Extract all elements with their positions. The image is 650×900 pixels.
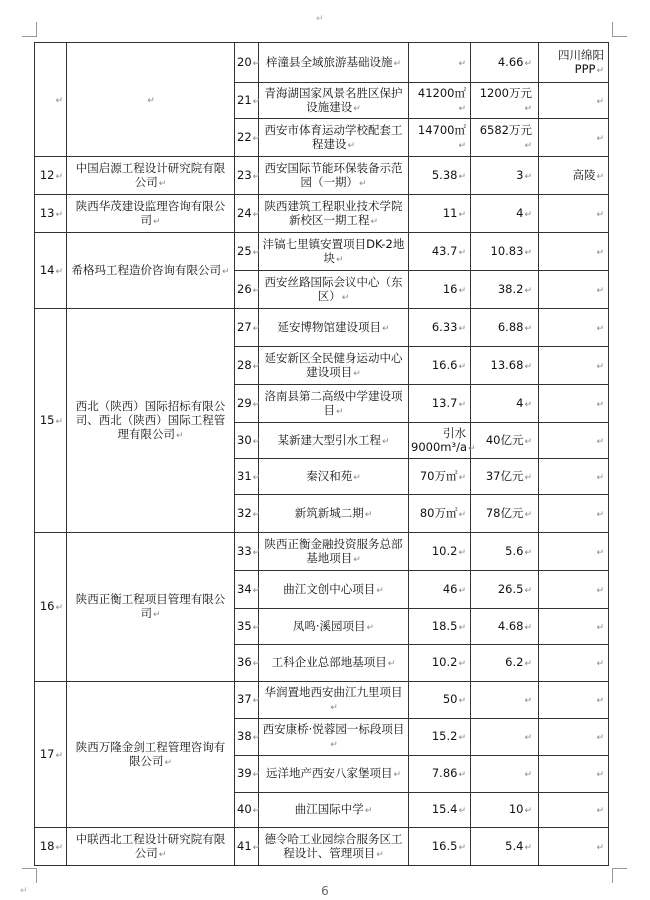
paragraph-mark: ↵ — [596, 209, 604, 220]
paragraph-mark: ↵ — [596, 323, 604, 334]
paragraph-mark: ↵ — [458, 659, 466, 669]
paragraph-mark: ↵ — [152, 216, 161, 227]
note-cell — [539, 719, 609, 756]
organization-cell — [67, 43, 235, 157]
project-name-cell: 沣镐七里镇安置项目DK-2地块↵ — [259, 233, 409, 271]
table-row — [35, 828, 609, 866]
paragraph-mark: ↵ — [252, 585, 261, 596]
project-name-cell: 陕西正衡金融投资服务总部基地项目↵ — [259, 533, 409, 571]
area-cell: 16.6↵ — [409, 347, 471, 385]
note-cell — [539, 609, 609, 645]
project-name-cell: 华润置地西安曲江九里项目↵ — [259, 682, 409, 719]
paragraph-mark: ↵ — [596, 133, 604, 144]
investment-cell: 5.6↵ — [471, 533, 539, 571]
project-number-cell: 24↵ — [235, 195, 259, 233]
paragraph-mark: ↵ — [252, 436, 261, 447]
area-cell: 46↵ — [409, 571, 471, 609]
investment-cell: 4.66↵ — [471, 43, 539, 83]
note-cell — [539, 271, 609, 309]
paragraph-mark: ↵ — [252, 806, 261, 816]
paragraph-mark: ↵ — [596, 806, 604, 816]
area-cell: 13.7↵ — [409, 385, 471, 423]
investment-cell: 6.2↵ — [471, 645, 539, 682]
paragraph-mark: ↵ — [458, 140, 466, 151]
paragraph-mark: ↵ — [524, 770, 532, 780]
project-number-cell: 27↵ — [235, 309, 259, 347]
org-number-cell: 14↵ — [35, 233, 67, 309]
project-number-cell: 31↵ — [235, 459, 259, 495]
paragraph-mark: ↵ — [458, 842, 466, 853]
area-cell: 15.4↵ — [409, 793, 471, 828]
paragraph-mark: ↵ — [458, 547, 466, 558]
area-cell: 10.2↵ — [409, 645, 471, 682]
crop-mark-bottom-right — [612, 868, 627, 883]
note-cell — [539, 828, 609, 866]
investment-cell: 6582万元↵ — [471, 119, 539, 157]
investment-cell — [471, 756, 539, 793]
table-row — [35, 533, 609, 571]
paragraph-mark: ↵ — [55, 842, 63, 853]
paragraph-mark: ↵ — [252, 96, 261, 107]
paragraph-mark: ↵ — [458, 509, 466, 520]
paragraph-mark: ↵ — [524, 323, 532, 334]
paragraph-mark: ↵ — [596, 361, 604, 372]
paragraph-mark: ↵ — [252, 547, 261, 558]
paragraph-mark: ↵ — [458, 285, 466, 296]
paragraph-mark: ↵ — [358, 178, 367, 189]
project-number-cell: 28↵ — [235, 347, 259, 385]
investment-cell: 38.2↵ — [471, 271, 539, 309]
project-number-cell: 20↵ — [235, 43, 259, 83]
paragraph-mark: ↵ — [364, 806, 373, 816]
area-cell: 6.33↵ — [409, 309, 471, 347]
investment-cell: 4↵ — [471, 385, 539, 423]
paragraph-mark: ↵ — [524, 659, 532, 669]
project-name-cell: 洛南县第二高级中学建设项目↵ — [259, 385, 409, 423]
project-number-cell: 33↵ — [235, 533, 259, 571]
paragraph-mark: ↵ — [596, 509, 604, 520]
area-cell: 5.38↵ — [409, 157, 471, 195]
note-cell — [539, 571, 609, 609]
table-row — [35, 195, 609, 233]
paragraph-mark: ↵ — [252, 770, 261, 780]
project-number-cell: 41↵ — [235, 828, 259, 866]
org-number-cell: 12↵ — [35, 157, 67, 195]
page-number: 6 — [321, 884, 329, 898]
project-name-cell: 新筑新城二期↵ — [259, 495, 409, 533]
paragraph-mark: ↵ — [458, 361, 466, 372]
project-name-cell: 德令哈工业园综合服务区工程设计、管理项目↵ — [259, 828, 409, 866]
project-number-cell: 22↵ — [235, 119, 259, 157]
investment-cell: 10.83↵ — [471, 233, 539, 271]
area-cell: 16↵ — [409, 271, 471, 309]
investment-cell: 13.68↵ — [471, 347, 539, 385]
project-number-cell: 38↵ — [235, 719, 259, 756]
paragraph-mark: ↵ — [175, 430, 184, 441]
paragraph-mark: ↵ — [55, 95, 63, 106]
paragraph-mark: ↵ — [252, 696, 261, 706]
paragraph-mark: ↵ — [20, 886, 28, 896]
paragraph-mark: ↵ — [316, 14, 324, 24]
note-cell — [539, 645, 609, 682]
paragraph-mark: ↵ — [596, 399, 604, 410]
paragraph-mark: ↵ — [252, 285, 261, 296]
table-row — [35, 682, 609, 719]
paragraph-mark: ↵ — [55, 416, 63, 427]
paragraph-mark: ↵ — [393, 58, 402, 69]
note-cell — [539, 533, 609, 571]
org-number-cell: 15↵ — [35, 309, 67, 533]
paragraph-mark: ↵ — [252, 733, 261, 743]
project-number-cell: 34↵ — [235, 571, 259, 609]
investment-cell: 40亿元↵ — [471, 423, 539, 459]
project-name-cell: 陕西建筑工程职业技术学院新校区一期工程↵ — [259, 195, 409, 233]
paragraph-mark: ↵ — [458, 472, 466, 483]
paragraph-mark: ↵ — [596, 247, 604, 258]
org-number-cell: 16↵ — [35, 533, 67, 682]
area-cell: 18.5↵ — [409, 609, 471, 645]
paragraph-mark: ↵ — [252, 171, 261, 182]
paragraph-mark: ↵ — [252, 323, 261, 334]
paragraph-mark: ↵ — [341, 292, 350, 303]
note-cell — [539, 756, 609, 793]
paragraph-mark: ↵ — [458, 399, 466, 410]
area-cell: 80万㎡↵ — [409, 495, 471, 533]
paragraph-mark: ↵ — [164, 757, 173, 768]
investment-cell: 3↵ — [471, 157, 539, 195]
project-name-cell: 工科企业总部地基项目↵ — [259, 645, 409, 682]
paragraph-mark: ↵ — [524, 247, 532, 258]
paragraph-mark: ↵ — [596, 842, 604, 853]
paragraph-mark: ↵ — [252, 842, 261, 853]
project-name-cell: 曲江国际中学↵ — [259, 793, 409, 828]
note-cell — [539, 233, 609, 271]
area-cell: 14700㎡↵ — [409, 119, 471, 157]
investment-cell: 4.68↵ — [471, 609, 539, 645]
paragraph-mark: ↵ — [524, 547, 532, 558]
organization-cell: 中国启源工程设计研究院有限公司↵ — [67, 157, 235, 195]
paragraph-mark: ↵ — [381, 323, 390, 334]
project-number-cell: 39↵ — [235, 756, 259, 793]
paragraph-mark: ↵ — [458, 770, 466, 780]
crop-mark-bottom-left — [22, 868, 37, 883]
project-name-cell: 西安丝路国际会议中心（东区）↵ — [259, 271, 409, 309]
paragraph-mark: ↵ — [370, 216, 379, 227]
area-cell: 引水9000m³/a↵ — [409, 423, 471, 459]
paragraph-mark: ↵ — [458, 733, 466, 743]
paragraph-mark: ↵ — [524, 399, 532, 410]
project-number-cell: 21↵ — [235, 83, 259, 119]
project-name-cell: 西安国际节能环保装备示范园（一期）↵ — [259, 157, 409, 195]
paragraph-mark: ↵ — [596, 96, 604, 107]
investment-cell: 10↵ — [471, 793, 539, 828]
org-number-cell — [35, 43, 67, 157]
paragraph-mark: ↵ — [596, 285, 604, 296]
paragraph-mark: ↵ — [524, 696, 532, 706]
project-number-cell: 40↵ — [235, 793, 259, 828]
paragraph-mark: ↵ — [55, 171, 63, 182]
project-number-cell: 37↵ — [235, 682, 259, 719]
paragraph-mark: ↵ — [524, 58, 532, 69]
paragraph-mark: ↵ — [524, 472, 532, 483]
crop-mark-top-left — [22, 22, 37, 37]
paragraph-mark: ↵ — [596, 472, 604, 483]
project-name-cell: 延安新区全民健身运动中心建设项目↵ — [259, 347, 409, 385]
paragraph-mark: ↵ — [158, 849, 167, 860]
paragraph-mark: ↵ — [524, 842, 532, 853]
organization-cell: 陕西万隆金剑工程管理咨询有限公司↵ — [67, 682, 235, 828]
paragraph-mark: ↵ — [364, 509, 373, 520]
paragraph-mark: ↵ — [596, 171, 604, 182]
project-name-cell: 秦汉和苑↵ — [259, 459, 409, 495]
note-cell — [539, 793, 609, 828]
note-cell — [539, 119, 609, 157]
note-cell: 高陵↵ — [539, 157, 609, 195]
area-cell: 16.5↵ — [409, 828, 471, 866]
paragraph-mark: ↵ — [147, 95, 155, 106]
paragraph-mark: ↵ — [458, 323, 466, 334]
project-table — [34, 42, 609, 866]
paragraph-mark: ↵ — [335, 254, 344, 265]
paragraph-mark: ↵ — [252, 399, 261, 410]
paragraph-mark: ↵ — [596, 696, 604, 706]
note-cell — [539, 423, 609, 459]
paragraph-mark: ↵ — [596, 585, 604, 596]
project-name-cell: 西安康桥·悦蓉园一标段项目↵ — [259, 719, 409, 756]
paragraph-mark: ↵ — [596, 770, 604, 780]
paragraph-mark: ↵ — [376, 849, 384, 860]
paragraph-mark: ↵ — [381, 436, 390, 447]
area-cell: 50↵ — [409, 682, 471, 719]
table-row — [35, 43, 609, 83]
project-number-cell: 36↵ — [235, 645, 259, 682]
project-number-cell: 29↵ — [235, 385, 259, 423]
organization-cell: 西北（陕西）国际招标有限公司、西北（陕西）国际工程管理有限公司↵ — [67, 309, 235, 533]
investment-cell: 37亿元↵ — [471, 459, 539, 495]
paragraph-mark: ↵ — [524, 585, 532, 596]
paragraph-mark: ↵ — [221, 266, 230, 277]
paragraph-mark: ↵ — [524, 622, 532, 633]
paragraph-mark: ↵ — [55, 603, 63, 613]
note-cell — [539, 495, 609, 533]
crop-mark-top-right — [612, 22, 627, 37]
project-name-cell: 梓潼县全域旅游基础设施↵ — [259, 43, 409, 83]
paragraph-mark: ↵ — [387, 659, 396, 669]
note-cell — [539, 347, 609, 385]
paragraph-mark: ↵ — [458, 247, 466, 258]
area-cell: 43.7↵ — [409, 233, 471, 271]
project-name-cell: 延安博物馆建设项目↵ — [259, 309, 409, 347]
paragraph-mark: ↵ — [524, 509, 532, 520]
paragraph-mark: ↵ — [458, 585, 466, 596]
project-number-cell: 35↵ — [235, 609, 259, 645]
paragraph-mark: ↵ — [524, 209, 532, 220]
table-row — [35, 233, 609, 271]
investment-cell: 26.5↵ — [471, 571, 539, 609]
paragraph-mark: ↵ — [353, 554, 361, 565]
area-cell: 41200㎡↵ — [409, 83, 471, 119]
note-cell — [539, 682, 609, 719]
paragraph-mark: ↵ — [158, 178, 167, 189]
paragraph-mark: ↵ — [524, 171, 532, 182]
paragraph-mark: ↵ — [458, 209, 466, 220]
paragraph-mark: ↵ — [468, 443, 476, 454]
paragraph-mark: ↵ — [376, 585, 384, 596]
paragraph-mark: ↵ — [252, 509, 261, 520]
paragraph-mark: ↵ — [596, 733, 604, 743]
org-number-cell: 13↵ — [35, 195, 67, 233]
paragraph-mark: ↵ — [55, 209, 63, 220]
paragraph-mark: ↵ — [458, 806, 466, 816]
paragraph-mark: ↵ — [458, 58, 466, 69]
paragraph-mark: ↵ — [252, 247, 261, 258]
paragraph-mark: ↵ — [366, 622, 375, 633]
paragraph-mark: ↵ — [458, 171, 466, 182]
paragraph-mark: ↵ — [353, 103, 361, 114]
paragraph-mark: ↵ — [524, 285, 532, 296]
investment-cell — [471, 682, 539, 719]
area-cell: 15.2↵ — [409, 719, 471, 756]
project-name-cell: 西安市体育运动学校配套工程建设↵ — [259, 119, 409, 157]
note-cell — [539, 385, 609, 423]
project-name-cell: 青海湖国家风景名胜区保护设施建设↵ — [259, 83, 409, 119]
table-row — [35, 157, 609, 195]
note-cell — [539, 195, 609, 233]
project-number-cell: 32↵ — [235, 495, 259, 533]
paragraph-mark: ↵ — [252, 209, 261, 220]
project-number-cell: 25↵ — [235, 233, 259, 271]
paragraph-mark: ↵ — [524, 361, 532, 372]
paragraph-mark: ↵ — [252, 58, 261, 69]
investment-cell: 4↵ — [471, 195, 539, 233]
paragraph-mark: ↵ — [524, 140, 532, 151]
paragraph-mark: ↵ — [458, 103, 466, 114]
area-cell: 10.2↵ — [409, 533, 471, 571]
investment-cell: 6.88↵ — [471, 309, 539, 347]
paragraph-mark: ↵ — [524, 733, 532, 743]
investment-cell: 1200万元↵ — [471, 83, 539, 119]
paragraph-mark: ↵ — [55, 266, 63, 277]
paragraph-mark: ↵ — [524, 103, 532, 114]
paragraph-mark: ↵ — [330, 740, 338, 750]
investment-cell: 78亿元↵ — [471, 495, 539, 533]
note-cell — [539, 83, 609, 119]
paragraph-mark: ↵ — [458, 622, 466, 633]
organization-cell: 中联西北工程设计研究院有限公司↵ — [67, 828, 235, 866]
note-cell — [539, 459, 609, 495]
org-number-cell: 17↵ — [35, 682, 67, 828]
project-name-cell: 凤鸣·溪园项目↵ — [259, 609, 409, 645]
paragraph-mark: ↵ — [596, 547, 604, 558]
paragraph-mark: ↵ — [596, 622, 604, 633]
project-number-cell: 26↵ — [235, 271, 259, 309]
area-cell: 7.86↵ — [409, 756, 471, 793]
paragraph-mark: ↵ — [252, 472, 261, 483]
paragraph-mark: ↵ — [335, 406, 344, 417]
paragraph-mark: ↵ — [353, 472, 361, 483]
paragraph-mark: ↵ — [524, 806, 532, 816]
paragraph-mark: ↵ — [152, 610, 161, 620]
paragraph-mark: ↵ — [252, 133, 261, 144]
paragraph-mark: ↵ — [458, 696, 466, 706]
paragraph-mark: ↵ — [252, 659, 261, 669]
organization-cell: 陕西华茂建设监理咨询有限公司↵ — [67, 195, 235, 233]
area-cell: 11↵ — [409, 195, 471, 233]
area-cell — [409, 43, 471, 83]
project-name-cell: 远洋地产西安八家堡项目↵ — [259, 756, 409, 793]
paragraph-mark: ↵ — [596, 65, 604, 76]
paragraph-mark: ↵ — [252, 361, 261, 372]
organization-cell: 陕西正衡工程项目管理有限公司↵ — [67, 533, 235, 682]
investment-cell — [471, 719, 539, 756]
project-number-cell: 30↵ — [235, 423, 259, 459]
project-name-cell: 某新建大型引水工程↵ — [259, 423, 409, 459]
organization-cell: 希格玛工程造价咨询有限公司↵ — [67, 233, 235, 309]
note-cell — [539, 309, 609, 347]
paragraph-mark: ↵ — [596, 659, 604, 669]
project-number-cell: 23↵ — [235, 157, 259, 195]
table-row — [35, 309, 609, 347]
area-cell: 70万㎡↵ — [409, 459, 471, 495]
paragraph-mark: ↵ — [252, 622, 261, 633]
paragraph-mark: ↵ — [524, 436, 532, 447]
paragraph-mark: ↵ — [330, 703, 338, 713]
paragraph-mark: ↵ — [55, 750, 63, 761]
paragraph-mark: ↵ — [393, 770, 402, 780]
org-number-cell: 18↵ — [35, 828, 67, 866]
paragraph-mark: ↵ — [353, 368, 361, 379]
paragraph-mark: ↵ — [347, 140, 356, 151]
paragraph-mark: ↵ — [596, 436, 604, 447]
note-cell: 四川绵阳PPP↵ — [539, 43, 609, 83]
project-name-cell: 曲江文创中心项目↵ — [259, 571, 409, 609]
investment-cell: 5.4↵ — [471, 828, 539, 866]
